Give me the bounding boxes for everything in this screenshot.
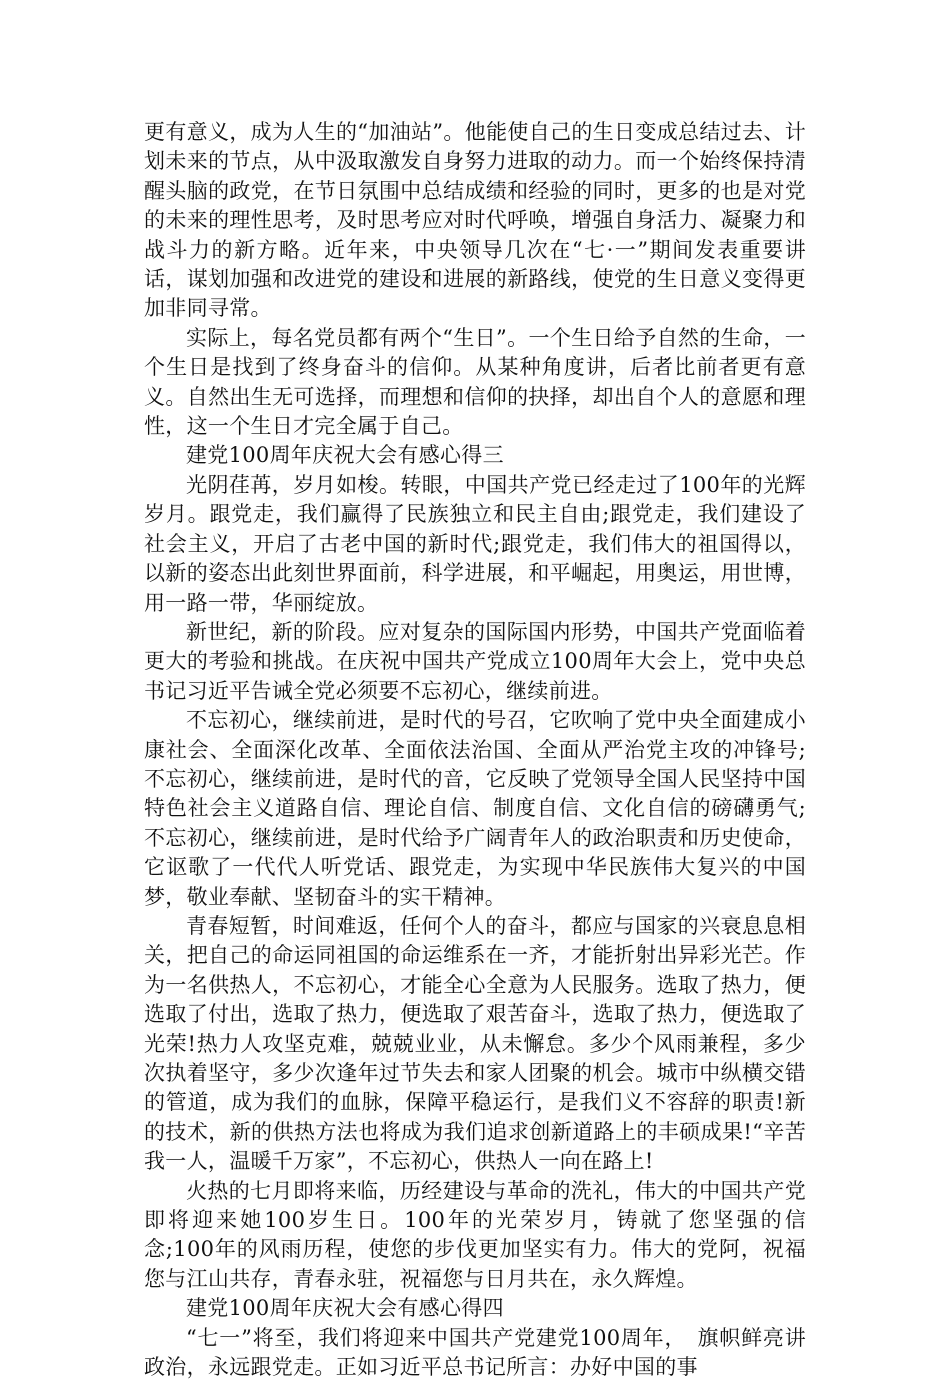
paragraph-6: 不忘初心，继续前进，是时代的号召，它吹响了党中央全面建成小康社会、全面深化改革、全面依法治国、全面从严治党主攻的冲锋号;不忘初心，继续前进，是时代的音，它反映了党领导全国人民坚持中国特色社会主义道路自信、理论自信、制度自信、文化自信的磅礴勇气;不忘初心，继续前进，是时代给予广阔青年人的政治职责和历史使命，它讴歌了一代代人听党话、跟党走，为实现中华民族伟大复兴的中国梦，敬业奉献、坚韧奋斗的实干精神。 [144,708,806,909]
section-heading-4: 建党100周年庆祝大会有感心得四 [186,1296,504,1321]
paragraph-10: “七一”将至，我们将迎来中国共产党建党100周年， 旗帜鲜亮讲政治，永远跟党走。正如习近平总书记所言：办好中国的事 [144,1325,806,1380]
document-body [144,118,806,1382]
paragraph-4: 光阴荏苒，岁月如梭。转眼，中国共产党已经走过了100年的光辉岁月。跟党走，我们赢得了民族独立和民主自由;跟党走，我们建设了社会主义，开启了古老中国的新时代;跟党走，我们伟大的祖国得以，以新的姿态出此刻世界面前，科学进展，和平崛起，用奥运，用世博，用一路一带，华丽绽放。 [144,472,806,615]
paragraph-1: 更有意义，成为人生的“加油站”。他能使自己的生日变成总结过去、计划未来的节点，从中汲取激发自身努力进取的动力。而一个始终保持清醒头脑的政党，在节日氛围中总结成绩和经验的同时，更多的也是对党的未来的理性思考，及时思考应对时代呼唤，增强自身活力、凝聚力和战斗力的新方略。近年来，中央领导几次在“七·一”期间发表重要讲话，谋划加强和改进党的建设和进展的新路线，使党的生日意义变得更加非同寻常。 [144,120,806,321]
paragraph-7: 青春短暂，时间难返，任何个人的奋斗，都应与国家的兴衰息息相关，把自己的命运同祖国的命运维系在一齐，才能折射出异彩光芒。作为一名供热人，不忘初心，才能全心全意为人民服务。选取了热力，便选取了付出，选取了热力，便选取了艰苦奋斗，选取了热力，便选取了光荣!热力人攻坚克难，兢兢业业，从未懈怠。多少个风雨兼程，多少次执着坚守，多少次逢年过节失去和家人团聚的机会。城市中纵横交错的管道，成为我们的血脉，保障平稳运行，是我们义不容辞的职责!新的技术，新的供热方法也将成为我们追求创新道路上的丰硕成果!“辛苦我一人，温暖千万家”，不忘初心，供热人一向在路上! [144,913,806,1174]
section-heading-3: 建党100周年庆祝大会有感心得三 [186,443,504,468]
paragraph-2: 实际上，每名党员都有两个“生日”。一个生日给予自然的生命，一个生日是找到了终身奋斗的信仰。从某种角度讲，后者比前者更有意义。自然出生无可选择，而理想和信仰的抉择，却出自个人的意愿和理性，这一个生日才完全属于自己。 [144,325,806,439]
paragraph-5: 新世纪，新的阶段。应对复杂的国际国内形势，中国共产党面临着更大的考验和挑战。在庆祝中国共产党成立100周年大会上，党中央总书记习近平告诫全党必须要不忘初心，继续前进。 [144,619,806,703]
paragraph-8: 火热的七月即将来临，历经建设与革命的洗礼，伟大的中国共产党即将迎来她100岁生日。100年的光荣岁月，铸就了您坚强的信念;100年的风雨历程，使您的步伐更加坚实有力。伟大的党阿，祝福您与江山共存，青春永驻，祝福您与日月共在，永久辉煌。 [144,1178,806,1291]
